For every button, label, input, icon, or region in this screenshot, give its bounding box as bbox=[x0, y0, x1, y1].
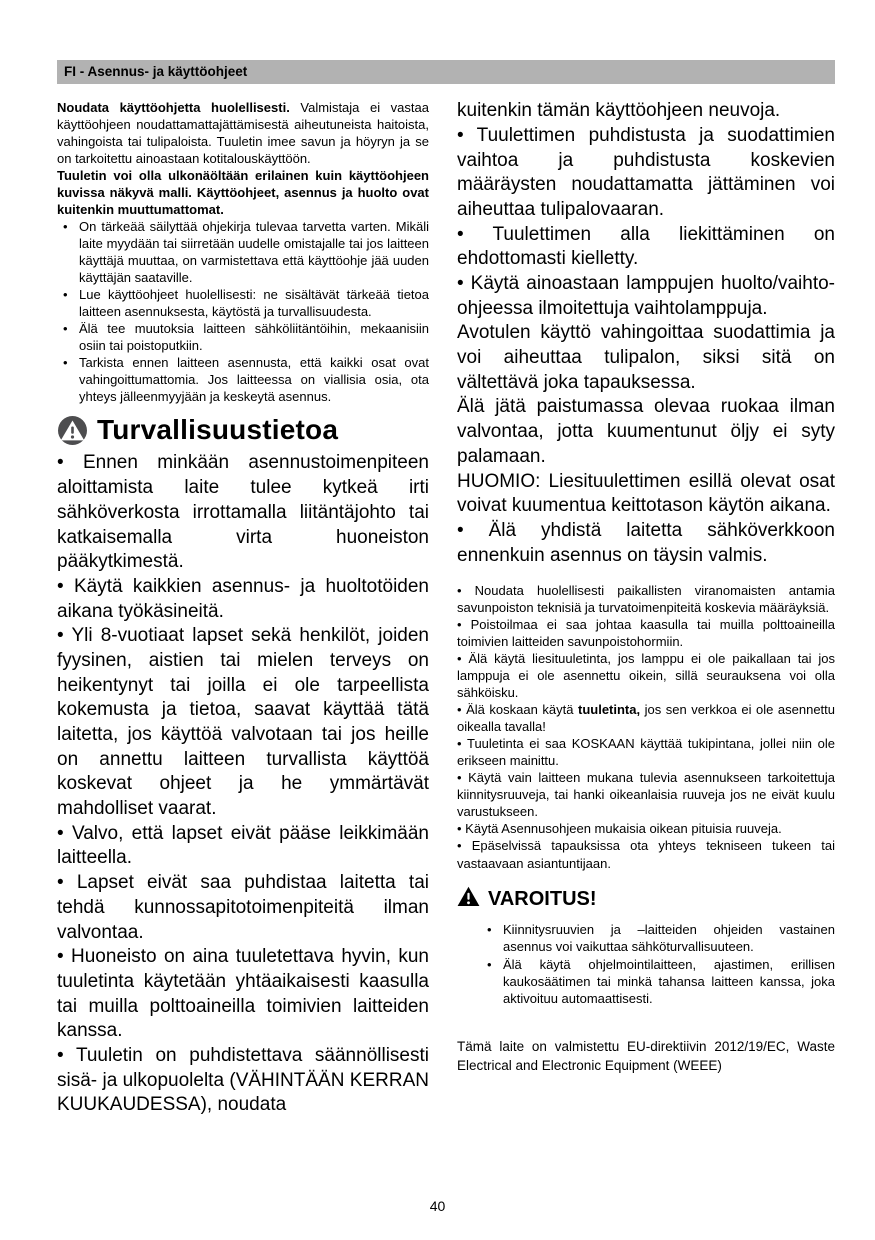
safety-section-heading bbox=[57, 414, 429, 446]
bullet-marker: • bbox=[63, 287, 68, 303]
paragraph: • Käytä Asennusohjeen mukaisia oikean pituisia ruuveja. bbox=[457, 821, 782, 837]
list-item-text: Kiinnitysruuvien ja –laitteiden ohjeiden vastainen asennus voi vaikuttaa sähköturvallisuuteen. bbox=[503, 921, 835, 954]
list-item-text: Tarkista ennen laitteen asennusta, että kaikki osat ovat vahingoittumattomia. Jos laitteessa on viallisia osia, ota yhteys jälleenmyyjään ja keskeytä asennus. bbox=[79, 355, 429, 405]
paragraph: • Lapset eivät saa puhdistaa laitetta tai tehdä kunnossapitotoimenpiteitä ilman valvontaa. bbox=[57, 872, 429, 943]
list-item bbox=[57, 286, 429, 320]
regulations-section bbox=[457, 582, 835, 871]
safety-paragraphs bbox=[57, 451, 429, 1118]
paragraph: • Tuuletinta ei saa KOSKAAN käyttää tukipintana, jollei niin ole erikseen mainittu. bbox=[457, 736, 835, 769]
intro-paragraph bbox=[57, 99, 429, 167]
paragraph: • Valvo, että lapset eivät pääse leikkimään laitteella. bbox=[57, 822, 429, 869]
intro-bold-text: Noudata käyttöohjetta huolellisesti. bbox=[57, 100, 290, 116]
bullet-marker: • bbox=[63, 355, 68, 371]
paragraph: • Ennen minkään asennustoimenpiteen aloittamista laite tulee kytkeä irti sähköverkosta irrottamalla liitäntäjohto tai katkaisemalla virta huoneiston pääkytkimestä. bbox=[57, 452, 429, 573]
paragraph bbox=[457, 701, 835, 735]
intro-section bbox=[57, 99, 429, 405]
paragraph-text: • Älä koskaan käytä bbox=[457, 702, 578, 718]
page-number: 40 bbox=[429, 1198, 446, 1214]
paragraph: • Käytä kaikkien asennus- ja huoltotöiden aikana työkäsineitä. bbox=[57, 575, 429, 622]
warning-list bbox=[481, 921, 835, 1007]
paragraph: • Käytä ainoastaan lamppujen huolto/vaihto-ohjeessa ilmoitettuja vaihtolamppuja. bbox=[457, 273, 835, 319]
paragraph: • Noudata huolellisesti paikallisten viranomaisten antamia savunpoiston teknisiä ja turvatoimenpiteitä koskevia määräyksiä. bbox=[457, 583, 835, 616]
paragraph: • Älä käytä liesituuletinta, jos lamppu ei ole paikallaan tai jos lamppuja ei ole asennettu oikein, sillä seurauksena voi olla sähköisku. bbox=[457, 651, 835, 701]
paragraph: • Tuuletin on puhdistettava säännöllisesti sisä- ja ulkopuolelta (VÄHINTÄÄN KERRAN KUUKAUDESSA), noudata bbox=[57, 1044, 429, 1116]
paragraph: • Huoneisto on aina tuuletettava hyvin, kun tuuletinta käytetään yhtäaikaisesti kaasulla tai muilla polttoaineilla toimivien laitteiden kanssa. bbox=[57, 946, 429, 1042]
paragraph: • Tuulettimen alla liekittäminen on ehdottomasti kielletty. bbox=[457, 223, 835, 270]
warning-triangle-icon bbox=[457, 886, 480, 913]
list-item-text: Älä käytä ohjelmointilaitteen, ajastimen, erillisen kaukosäätimen tai minkä tahansa laitteen kanssa, joka aktivoituu automaattisesti. bbox=[503, 956, 835, 1006]
warning-circle-icon bbox=[57, 415, 88, 446]
two-column-layout bbox=[57, 99, 835, 1118]
model-note-paragraph: Tuuletin voi olla ulkonäöltään erilainen kuin käyttöohjeen kuvissa näkyvä malli. Käyttöohjeet, asennus ja huolto ovat kuitenkin muuttumattomat. bbox=[57, 168, 429, 218]
paragraph: Avotulen käyttö vahingoittaa suodattimia ja voi aiheuttaa tulipalon, siksi sitä on vältettävä joka tapauksessa. bbox=[457, 322, 835, 393]
paragraph: • Tuulettimen puhdistusta ja suodattimien vaihtoa ja puhdistusta koskevien määräysten noudattamatta jättäminen voi aiheuttaa tulipalovaaran. bbox=[457, 124, 835, 220]
intro-body-text: Valmistaja ei vastaa käyttöohjeen noudattamattajättämisestä aiheutuneista haitoista, vahingoista tai tulipaloista. Tuuletin imee savun ja höyryn ja se on tarkoitettu ainoastaan kotitalouskäyttöön. bbox=[57, 100, 429, 167]
paragraph: • Käytä vain laitteen mukana tulevia asennukseen tarkoitettuja kiinnitysruuveja, tai hanki oikeanlaisia ruuveja jos ne eivät kuulu varustukseen. bbox=[457, 770, 835, 820]
paragraph: HUOMIO: Liesituulettimen esillä olevat osat voivat kuumentua keittotason käytön aikana. bbox=[457, 470, 835, 517]
paragraph: • Poistoilmaa ei saa johtaa kaasulla tai muilla polttoaineilla toimivien laitteiden savunpoistohormiin. bbox=[457, 617, 835, 650]
warning-section-heading bbox=[457, 886, 835, 913]
section-header-bar bbox=[57, 60, 835, 84]
paragraph-bold-text: tuuletinta, bbox=[578, 702, 641, 718]
list-item-text: Lue käyttöohjeet huolellisesti: ne sisältävät tärkeää tietoa laitteen asennuksesta, käytöstä ja turvallisuudesta. bbox=[79, 287, 429, 320]
bullet-marker: • bbox=[63, 219, 68, 235]
paragraph: • Älä yhdistä laitetta sähköverkkoon ennenkuin asennus on täysin valmis. bbox=[457, 519, 835, 566]
bullet-marker: • bbox=[63, 321, 68, 337]
list-item bbox=[57, 354, 429, 405]
list-item bbox=[481, 921, 835, 955]
list-item bbox=[57, 218, 429, 286]
safety-paragraphs-continued bbox=[457, 99, 835, 568]
paragraph: kuitenkin tämän käyttöohjeen neuvoja. bbox=[457, 100, 781, 122]
bullet-marker: • bbox=[487, 956, 492, 972]
left-column bbox=[57, 99, 429, 1118]
bullet-marker: • bbox=[487, 921, 492, 937]
right-column bbox=[457, 99, 835, 1118]
paragraph: Älä jätä paistumassa olevaa ruokaa ilman valvontaa, jotta kuumentunut öljy ei syty palamaan. bbox=[457, 396, 835, 467]
list-item-text: Älä tee muutoksia laitteen sähköliitäntöihin, mekaanisiin osiin tai poistoputkiin. bbox=[79, 321, 429, 354]
section-header-text: FI - Asennus- ja käyttöohjeet bbox=[64, 64, 248, 79]
safety-heading-text: Turvallisuustietoa bbox=[97, 414, 339, 446]
paragraph: • Yli 8-vuotiaat lapset sekä henkilöt, joiden fyysinen, aistien tai mielen terveys on heikentynyt tai joilla ei ole tarpeellista kokemusta ja tietoa, saavat käyttää tätä laitetta, jos käyttöä valvotaan tai jos heille on annettu laitteen turvallista käyttöä koskevat ohjeet ja he ymmärtävät mahdolliset vaarat. bbox=[57, 625, 429, 820]
warning-heading-text: VAROITUS! bbox=[488, 887, 597, 910]
list-item bbox=[481, 956, 835, 1007]
list-item-text: On tärkeää säilyttää ohjekirja tulevaa tarvetta varten. Mikäli laite myydään tai siirretään uudelle omistajalle tai jos laitteen käyttäjä muuttaa, on varmistettava että käyttöohje jää uuden käyttäjän saataville. bbox=[79, 219, 429, 286]
weee-directive-note: Tämä laite on valmistettu EU-direktiivin 2012/19/EC, Waste Electrical and Electronic Equipment (WEEE) bbox=[457, 1038, 835, 1074]
list-item bbox=[57, 320, 429, 354]
paragraph: • Epäselvissä tapauksissa ota yhteys tekniseen tukeen tai vastaavaan asiantuntijaan. bbox=[457, 838, 835, 871]
paragraph-text: jos sen verkkoa ei ole asennettu oikealla tavalla! bbox=[457, 702, 836, 735]
